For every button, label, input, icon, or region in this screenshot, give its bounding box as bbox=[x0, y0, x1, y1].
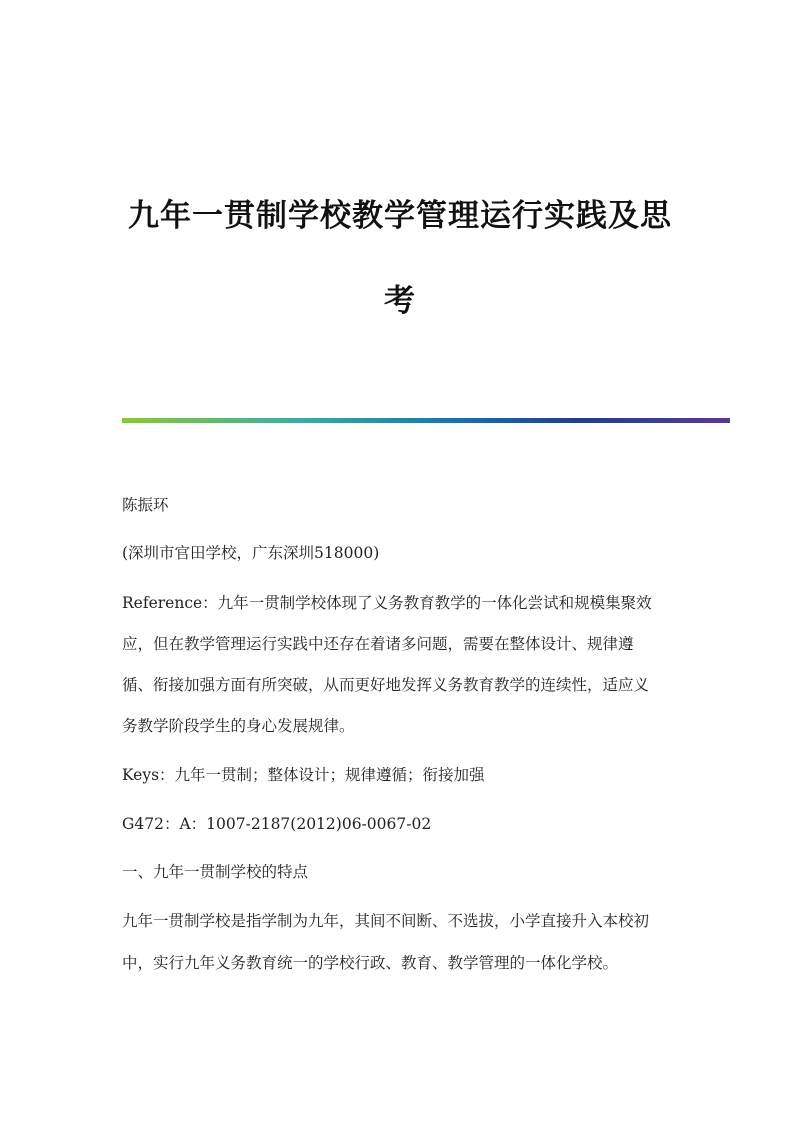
section-heading: 一、九年一贯制学校的特点 bbox=[122, 863, 309, 881]
abstract-line-1: Reference：九年一贯制学校体现了义务教育教学的一体化尝试和规模集聚效 bbox=[122, 594, 652, 612]
author-affiliation: (深圳市官田学校，广东深圳518000) bbox=[122, 544, 380, 562]
abstract-line-2: 应，但在教学管理运行实践中还存在着诸多问题，需要在整体设计、规律遵 bbox=[122, 635, 634, 653]
keywords: Keys：九年一贯制；整体设计；规律遵循；衔接加强 bbox=[122, 766, 485, 784]
abstract-line-4: 务教学阶段学生的身心发展规律。 bbox=[122, 717, 355, 735]
body-line-2: 中，实行九年义务教育统一的学校行政、教育、教学管理的一体化学校。 bbox=[122, 954, 619, 972]
page-title-continued: 考 bbox=[384, 283, 416, 319]
author-name: 陈振环 bbox=[122, 496, 169, 514]
page-title: 九年一贯制学校教学管理运行实践及思 bbox=[128, 198, 672, 234]
abstract-line-3: 循、衔接加强方面有所突破，从而更好地发挥义务教育教学的连续性，适应义 bbox=[122, 676, 650, 694]
title-divider bbox=[122, 418, 730, 423]
body-line-1: 九年一贯制学校是指学制为九年，其间不间断、不选拔，小学直接升入本校初 bbox=[122, 912, 650, 930]
classification-code: G472：A：1007-2187(2012)06-0067-02 bbox=[122, 815, 432, 833]
